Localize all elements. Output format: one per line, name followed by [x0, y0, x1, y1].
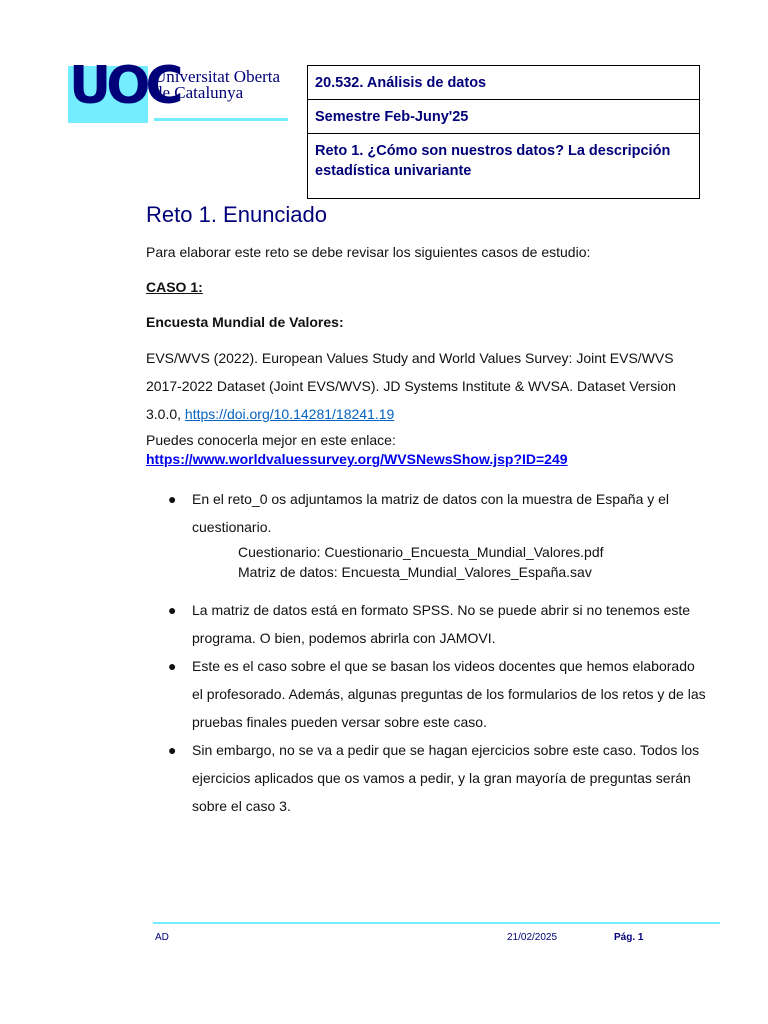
- wvs-link[interactable]: https://www.worldvaluessurvey.org/WVSNewsShow.jsp?ID=249: [146, 451, 568, 467]
- file-list: [146, 542, 706, 582]
- footer-date: 21/02/2025: [507, 932, 558, 943]
- logo-wordmark: [154, 69, 280, 101]
- uoc-logo: [68, 56, 288, 124]
- list-item: [146, 652, 706, 736]
- case-heading: CASO 1:: [146, 279, 203, 295]
- logo-underline: [154, 118, 288, 121]
- footer-abbrev: AD: [155, 932, 169, 943]
- logo-mark: [68, 56, 179, 123]
- course-title: 20.532. Análisis de datos: [308, 66, 699, 100]
- bullet-text: Sin embargo, no se va a pedir que se hagan ejercicios sobre este caso. Todos los ejercicios aplicados que os vamos a pedir, y la gran mayoría de preguntas serán sobre el caso 3.: [192, 742, 700, 814]
- bullet-icon: ●: [168, 491, 177, 507]
- intro-paragraph: Para elaborar este reto se debe revisar los siguientes casos de estudio:: [146, 244, 591, 260]
- semester: Semestre Feb-Juny'25: [308, 100, 699, 134]
- page-number: Pág. 1: [614, 932, 644, 943]
- bullet-text: La matriz de datos está en formato SPSS. No se puede abrir si no tenemos este programa. O bien, podemos abrirla con JAMOVI.: [192, 602, 691, 646]
- logo-line-2: de Catalunya: [154, 83, 244, 102]
- more-info: [146, 431, 706, 469]
- page-title: Reto 1. Enunciado: [146, 202, 328, 227]
- doi-link[interactable]: https://doi.org/10.14281/18241.19: [184, 406, 395, 422]
- bullet-icon: ●: [168, 742, 177, 758]
- header-info-box: [307, 65, 700, 199]
- survey-title: Encuesta Mundial de Valores:: [146, 314, 344, 330]
- list-item: [146, 596, 706, 652]
- bullet-list-2: [146, 596, 706, 820]
- list-item: [146, 736, 706, 820]
- bullet-icon: ●: [168, 658, 177, 674]
- citation: [146, 344, 706, 428]
- more-info-text: Puedes conocerla mejor en este enlace:: [146, 432, 396, 448]
- citation-text: EVS/WVS (2022). European Values Study and World Values Survey: Joint EVS/WVS 2017-2022 Dataset (Joint EVS/WVS). JD Systems Institute & WVSA. Dataset Version 3.0.0,: [146, 350, 676, 422]
- bullet-list-1: [146, 485, 706, 541]
- logo-letters: UOC: [69, 56, 179, 116]
- bullet-icon: ●: [168, 602, 177, 618]
- questionnaire-file: Cuestionario: Cuestionario_Encuesta_Mundial_Valores.pdf: [238, 544, 604, 560]
- footer-divider: [153, 922, 720, 924]
- bullet-text: En el reto_0 os adjuntamos la matriz de datos con la muestra de España y el cuestionario.: [192, 491, 670, 535]
- document-body: [146, 200, 706, 820]
- bullet-text: Este es el caso sobre el que se basan los videos docentes que hemos elaborado el profesorado. Además, algunas preguntas de los formularios de los retos y de las pruebas finales pueden versar sobre este caso.: [192, 658, 706, 730]
- data-matrix-file: Matriz de datos: Encuesta_Mundial_Valores_España.sav: [238, 564, 592, 580]
- list-item: [146, 485, 706, 541]
- challenge-title: Reto 1. ¿Cómo son nuestros datos? La descripción estadística univariante: [315, 143, 671, 179]
- logo-line-1: Universitat Oberta: [154, 67, 281, 86]
